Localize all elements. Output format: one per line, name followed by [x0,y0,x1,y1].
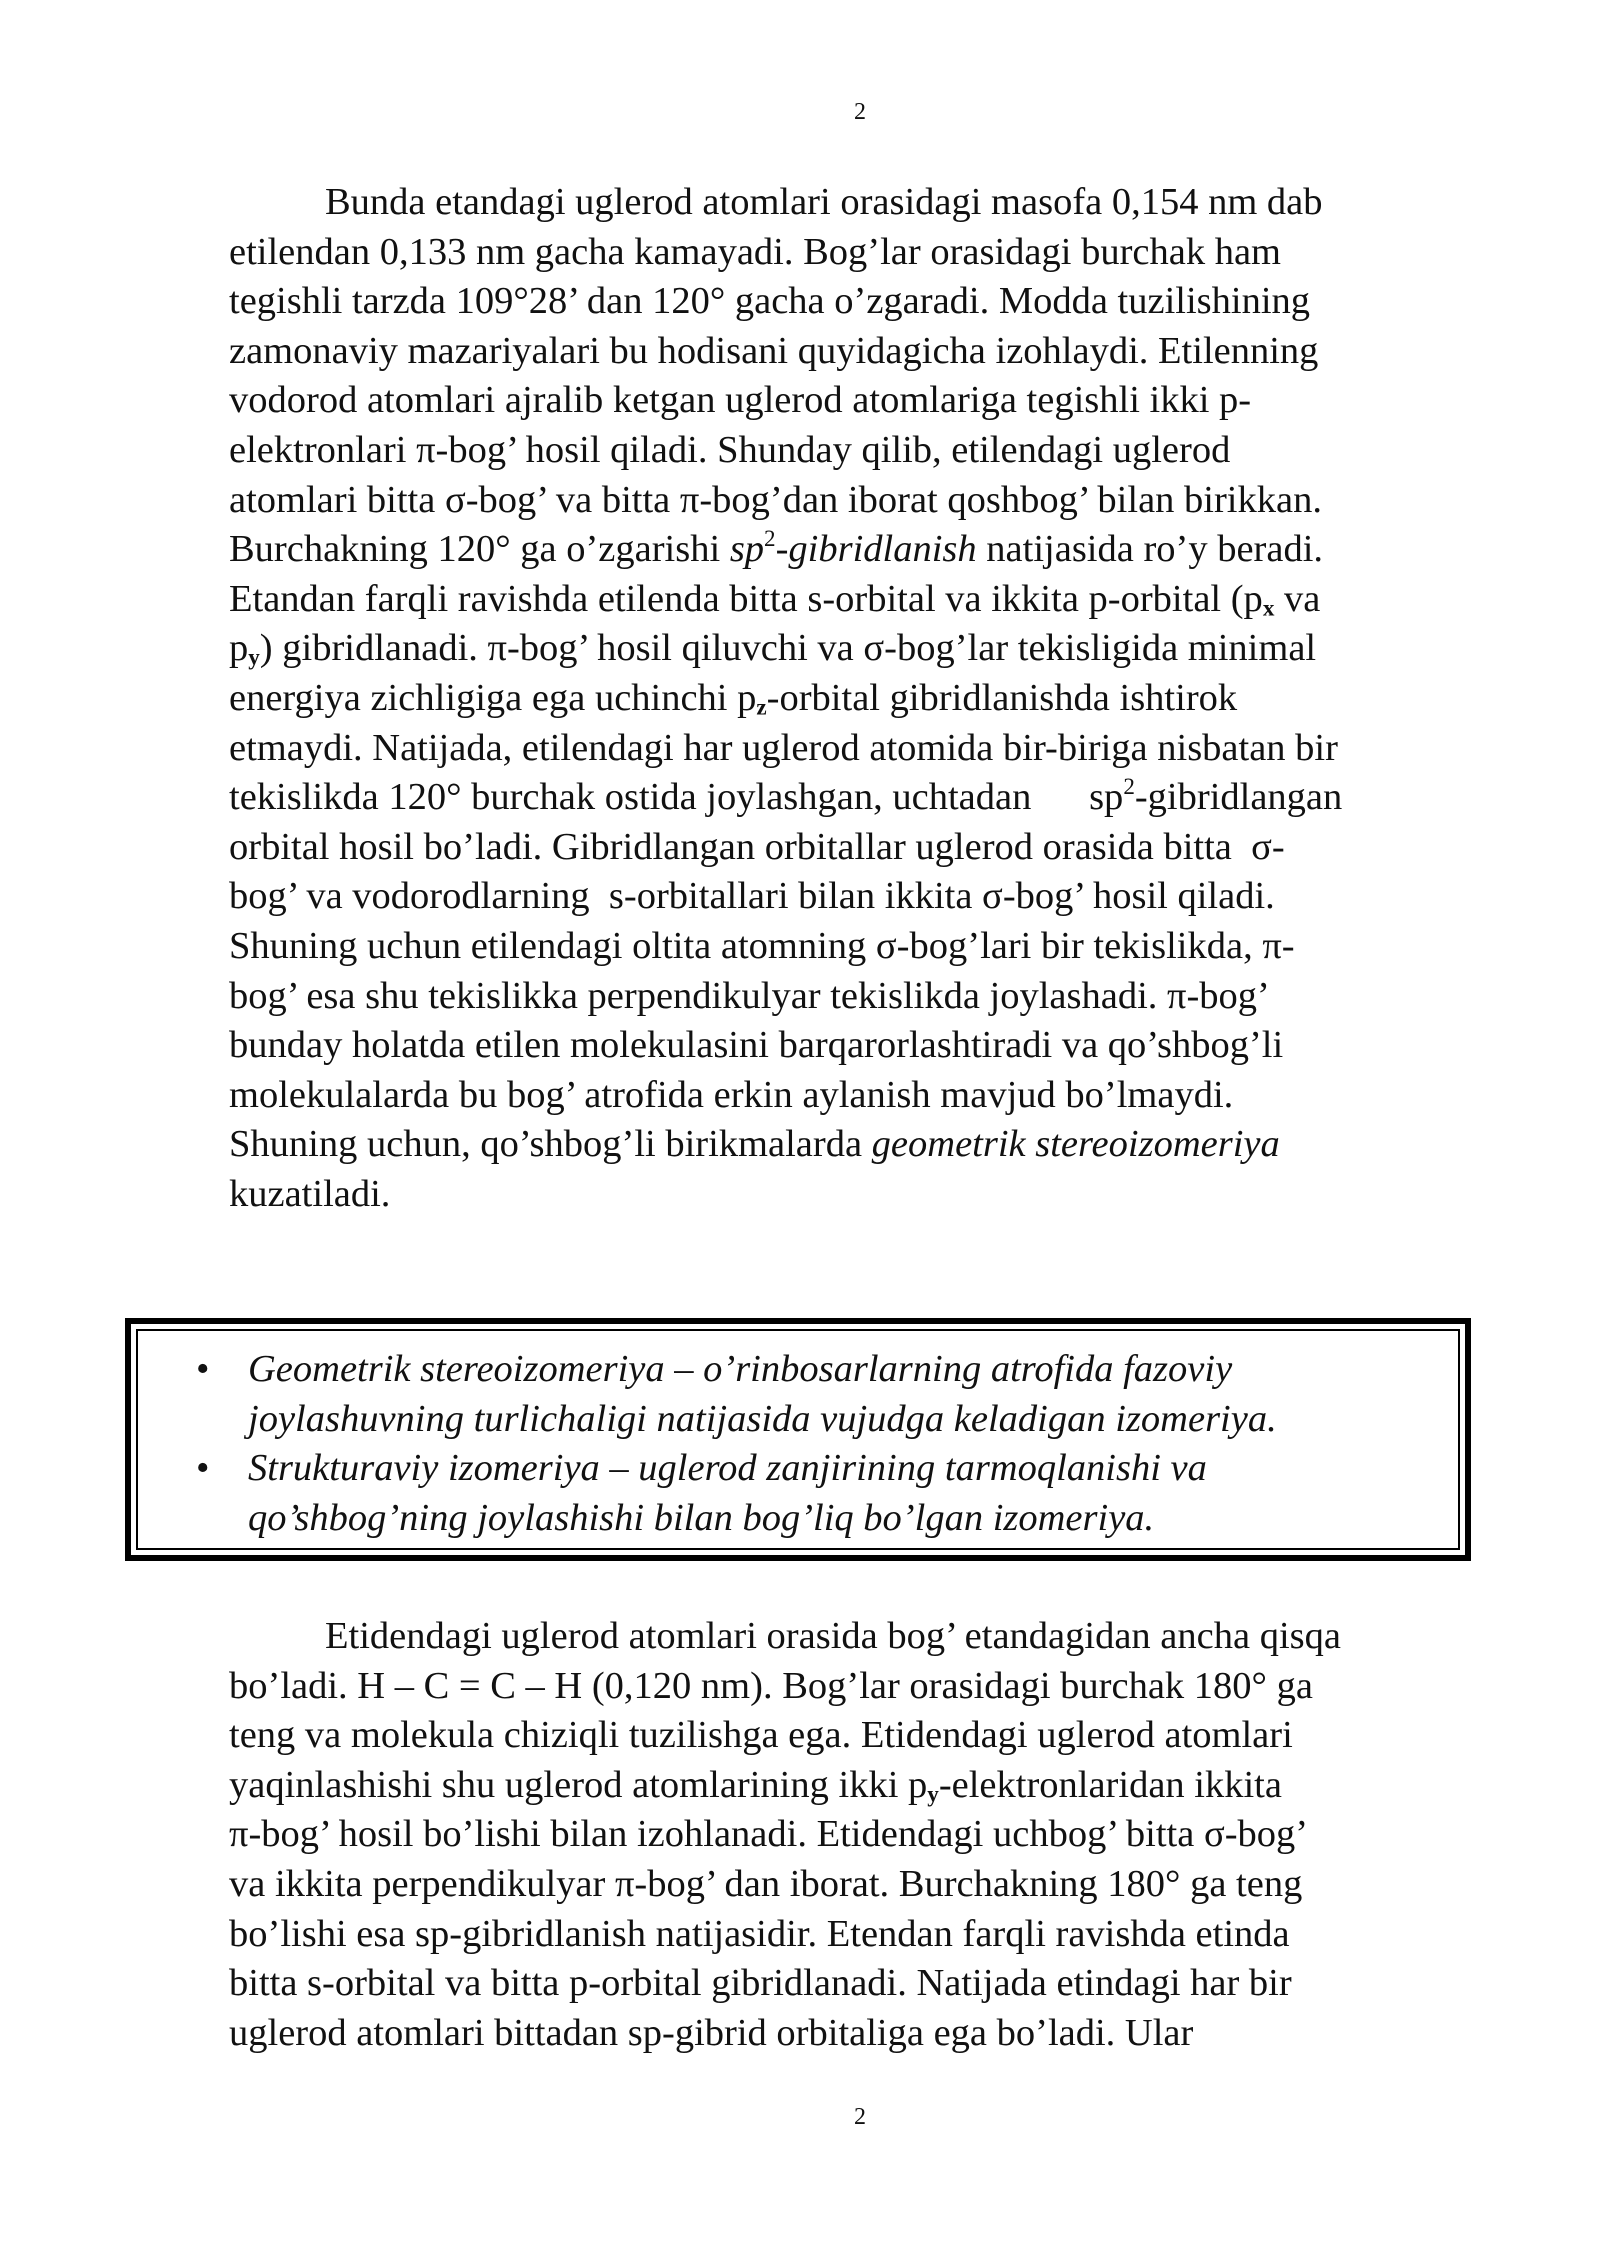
text-line: elektronlari π-bog’ hosil qiladi. Shunday qilib, etilendagi uglerod [229,428,1231,471]
definition-line: joylashuvning turlichaligi natijasida vujudga keladigan izomeriya. [248,1397,1277,1440]
italic-term: geometrik stereoizomeriya [871,1123,1280,1166]
definition-line: Strukturaviy izomeriya – uglerod zanjirining tarmoqlanishi va [248,1447,1207,1490]
text-line: atomlari bitta σ-bog’ va bitta π-bog’dan iborat qoshbog’ bilan birikkan. [229,478,1322,521]
text-line: zamonaviy mazariyalari bu hodisani quyidagicha izohlaydi. Etilenning [229,329,1319,372]
text-line: bunday holatda etilen molekulasini barqarorlashtiradi va qo’shbog’li [229,1024,1284,1067]
text-line: kuzatiladi. [229,1172,391,1215]
text-line: bo’ladi. H – C = C – H (0,120 nm). Bog’lar orasidagi burchak 180° ga [229,1664,1313,1707]
text-line: tegishli tarzda 109°28’ dan 120° gacha o’zgaradi. Modda tuzilishining [229,280,1311,323]
definition-line: Geometrik stereoizomeriya – o’rinbosarlarning atrofida fazoviy [248,1348,1233,1390]
text-line: teng va molekula chiziqli tuzilishga ega. Etidendagi uglerod atomlari [229,1714,1293,1757]
body-paragraph-1 [229,178,1481,1219]
page-number-top: 2 [854,99,866,125]
definition-box-inner-border [136,1329,1460,1550]
definition-line: qo’shbog’ning joylashishi bilan bog’liq bo’lgan izomeriya. [248,1496,1155,1539]
text-line: energiya zichligiga ega uchinchi $p_z$-orbital gibridlanishda ishtirok [229,676,1238,720]
text-line: molekulalarda bu bog’ atrofida erkin aylanish mavjud bo’lmaydi. [229,1073,1234,1116]
body-paragraph-2 [229,1612,1481,2058]
text-line: Burchakning 120° ga o’zgarishi $sp^2$-gibridlanish natijasida ro’y beradi. [229,525,1324,571]
text-line: etilendan 0,133 nm gacha kamayadi. Bog’lar orasidagi burchak ham [229,230,1281,273]
text-line: tekislikda 120° burchak ostida joylashgan, uchtadan $sp^2$-gibridlangan [229,773,1343,819]
text-line: yaqinlashishi shu uglerod atomlarining ikki $p_y$-elektronlaridan ikkita [229,1763,1282,1807]
text-line: bo’lishi esa sp-gibridlanish natijasidir. Etendan farqli ravishda etinda [229,1912,1290,1955]
text-line: va ikkita perpendikulyar π-bog’ dan iborat. Burchakning 180° ga teng [229,1862,1303,1905]
definition-item [138,1345,1458,1444]
text-line: Etidendagi uglerod atomlari orasida bog’ etandagidan ancha qisqa [325,1615,1341,1657]
page-number-bottom: 2 [854,2104,866,2130]
text-line: $p_y$) gibridlanadi. π-bog’ hosil qiluvchi va σ-bog’lar tekisligida minimal [229,627,1317,670]
text-line: etmaydi. Natijada, etilendagi har uglerod atomida bir-biriga nisbatan bir [229,726,1338,769]
text-line: bitta s-orbital va bitta p-orbital gibridlanadi. Natijada etindagi har bir [229,1962,1292,2005]
text-line: Shuning uchun etilendagi oltita atomning σ-bog’lari bir tekislikda, π- [229,924,1295,967]
italic-term: -gibridlanish [775,528,977,571]
bullet-icon: • [196,1447,210,1490]
text-line: orbital hosil bo’ladi. Gibridlangan orbitallar uglerod orasida bitta σ- [229,825,1285,868]
italic-term: sp [729,528,765,571]
text-line: vodorod atomlari ajralib ketgan uglerod atomlariga tegishli ikki p- [229,379,1252,422]
definition-box [125,1318,1471,1561]
text-line: bog’ esa shu tekislikka perpendikulyar tekislikda joylashadi. π-bog’ [229,974,1270,1017]
text-line: Etandan farqli ravishda etilenda bitta s-orbital va ikkita p-orbital ($p_x$ va [229,577,1321,621]
definition-item [138,1444,1458,1543]
text-line: π-bog’ hosil bo’lishi bilan izohlanadi. Etidendagi uchbog’ bitta σ-bog’ [229,1813,1309,1856]
text-line: uglerod atomlari bittadan sp-gibrid orbitaliga ega bo’ladi. Ular [229,2011,1194,2054]
bullet-icon: • [196,1348,210,1390]
text-line: Bunda etandagi uglerod atomlari orasidagi masofa 0,154 nm dab [325,181,1323,223]
text-line: bog’ va vodorodlarning s-orbitallari bilan ikkita σ-bog’ hosil qiladi. [229,875,1275,918]
text-line: Shuning uchun, qo’shbog’li birikmalarda geometrik stereoizomeriya [229,1123,1280,1166]
